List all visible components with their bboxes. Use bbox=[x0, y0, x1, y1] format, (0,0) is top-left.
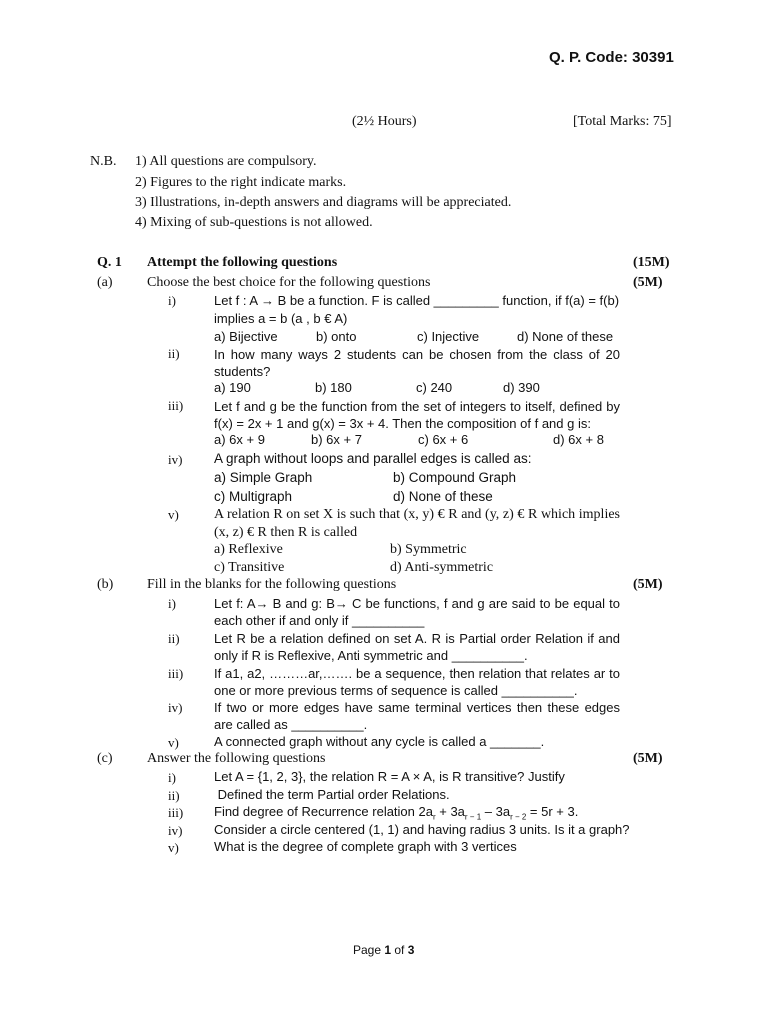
a-i-line1: Let f : A → B be a function. F is called _________ function, if f(a) = f(b) bbox=[214, 293, 620, 308]
c-iii-mid2: – 3a bbox=[481, 804, 511, 819]
c-i-number: i) bbox=[168, 770, 176, 785]
c-v-number: v) bbox=[168, 840, 179, 855]
nb-label: N.B. bbox=[90, 154, 117, 169]
a-ii-number: ii) bbox=[168, 346, 180, 361]
section-b-marks: (5M) bbox=[633, 577, 663, 592]
c-iii-mid1: + 3a bbox=[435, 804, 465, 819]
a-iii-opt-a: a) 6x + 9 bbox=[214, 432, 265, 447]
a-iii-text: Let f and g be the function from the set of integers to itself, defined by f(x) = 2x + 1 and g(x) = 3x + 4. Then the composition of f and g is: bbox=[214, 399, 620, 431]
page-number bbox=[353, 943, 414, 957]
a-ii-opt-b: b) 180 bbox=[315, 380, 352, 395]
a-iv-text: A graph without loops and parallel edges is called as: bbox=[214, 451, 532, 466]
a-i-opt-b: b) onto bbox=[316, 329, 357, 344]
a-iii-opt-d: d) 6x + 8 bbox=[553, 432, 604, 447]
a-i-opt-a: a) Bijective bbox=[214, 329, 278, 344]
c-iv-number: iv) bbox=[168, 823, 183, 838]
duration: (2½ Hours) bbox=[352, 114, 417, 129]
c-iii-sub3: r − 2 bbox=[510, 812, 527, 822]
a-iv-number: iv) bbox=[168, 452, 183, 467]
b-iii-text: If a1, a2, ………ar,……. be a sequence, then relation that relates ar to one or more previous terms of sequence is called __________. bbox=[214, 666, 620, 698]
q1-title: Attempt the following questions bbox=[147, 255, 338, 270]
a-v-number: v) bbox=[168, 507, 179, 522]
a-iv-opt-d: d) None of these bbox=[393, 489, 493, 504]
a-ii-opt-c: c) 240 bbox=[416, 380, 453, 395]
c-v-text: What is the degree of complete graph with 3 vertices bbox=[214, 839, 517, 854]
section-b-label: (b) bbox=[97, 577, 114, 592]
a-iv-opt-a: a) Simple Graph bbox=[214, 470, 313, 485]
section-c-marks: (5M) bbox=[633, 751, 663, 766]
section-a-label: (a) bbox=[97, 275, 113, 290]
b-v-text: A connected graph without any cycle is called a _______. bbox=[214, 734, 545, 749]
qp-code: Q. P. Code: 30391 bbox=[549, 49, 674, 66]
c-iii-number: iii) bbox=[168, 805, 184, 820]
total-marks: [Total Marks: 75] bbox=[573, 114, 672, 129]
note-2: 2) Figures to the right indicate marks. bbox=[135, 175, 347, 190]
b-iv-text: If two or more edges have same terminal vertices then these edges are called as __________. bbox=[214, 700, 620, 732]
a-i-opt-c: c) Injective bbox=[417, 329, 480, 344]
b-iii-number: iii) bbox=[168, 666, 184, 681]
page-pre: Page bbox=[353, 943, 385, 957]
b-i-text: Let f: A→ B and g: B→ C be functions, f and g are said to be equal to each other if and only if __________ bbox=[214, 596, 620, 628]
c-i-text: Let A = {1, 2, 3}, the relation R = A × A, is R transitive? Justify bbox=[214, 769, 565, 784]
a-iv-opt-c: c) Multigraph bbox=[214, 489, 293, 504]
page-current: 1 bbox=[384, 943, 392, 957]
a-ii-opt-a: a) 190 bbox=[214, 380, 251, 395]
a-iii-opt-c: c) 6x + 6 bbox=[418, 432, 469, 447]
b-ii-text: Let R be a relation defined on set A. R is Partial order Relation if and only if R is Reflexive, Anti symmetric and __________. bbox=[214, 631, 620, 663]
section-a-title: Choose the best choice for the following questions bbox=[147, 275, 431, 290]
a-i-opt-d: d) None of these bbox=[517, 329, 614, 344]
c-iii-pre: Find degree of Recurrence relation 2a bbox=[214, 804, 433, 819]
note-4: 4) Mixing of sub-questions is not allowed. bbox=[135, 215, 373, 230]
note-1: 1) All questions are compulsory. bbox=[135, 154, 317, 169]
c-ii-number: ii) bbox=[168, 788, 180, 803]
q1-marks: (15M) bbox=[633, 255, 670, 270]
a-iii-opt-b: b) 6x + 7 bbox=[311, 432, 362, 447]
c-iii-text bbox=[214, 804, 578, 822]
a-v-text: A relation R on set X is such that (x, y) € R and (y, z) € R which implies (x, z) € R then R is called bbox=[214, 507, 620, 540]
a-iii-number: iii) bbox=[168, 398, 184, 413]
section-a-marks: (5M) bbox=[633, 275, 663, 290]
b-ii-number: ii) bbox=[168, 631, 180, 646]
c-iii-post: = 5r + 3. bbox=[526, 804, 579, 819]
c-iii-sub1: r bbox=[432, 812, 436, 822]
a-v-opt-d: d) Anti-symmetric bbox=[390, 560, 494, 575]
c-ii-text: Defined the term Partial order Relations. bbox=[214, 787, 450, 802]
section-b-title: Fill in the blanks for the following questions bbox=[147, 577, 397, 592]
page-total: 3 bbox=[407, 943, 415, 957]
a-i-line2: implies a = b (a , b € A) bbox=[214, 311, 348, 326]
a-i-number: i) bbox=[168, 293, 176, 308]
a-ii-text: In how many ways 2 students can be chosen from the class of 20 students? bbox=[214, 347, 620, 379]
a-v-opt-b: b) Symmetric bbox=[390, 542, 467, 557]
b-iv-number: iv) bbox=[168, 700, 183, 715]
c-iv-text: Consider a circle centered (1, 1) and having radius 3 units. Is it a graph? bbox=[214, 822, 630, 837]
a-iv-opt-b: b) Compound Graph bbox=[393, 470, 517, 485]
b-i-number: i) bbox=[168, 596, 176, 611]
section-c-label: (c) bbox=[97, 751, 113, 766]
a-v-opt-a: a) Reflexive bbox=[214, 542, 283, 557]
note-3: 3) Illustrations, in-depth answers and diagrams will be appreciated. bbox=[135, 195, 512, 210]
a-ii-opt-d: d) 390 bbox=[503, 380, 540, 395]
a-v-opt-c: c) Transitive bbox=[214, 560, 285, 575]
b-v-number: v) bbox=[168, 735, 179, 750]
c-iii-sub2: r − 1 bbox=[464, 812, 482, 822]
page-mid: of bbox=[391, 943, 408, 957]
section-c-title: Answer the following questions bbox=[147, 751, 326, 766]
q1-number: Q. 1 bbox=[97, 255, 122, 270]
